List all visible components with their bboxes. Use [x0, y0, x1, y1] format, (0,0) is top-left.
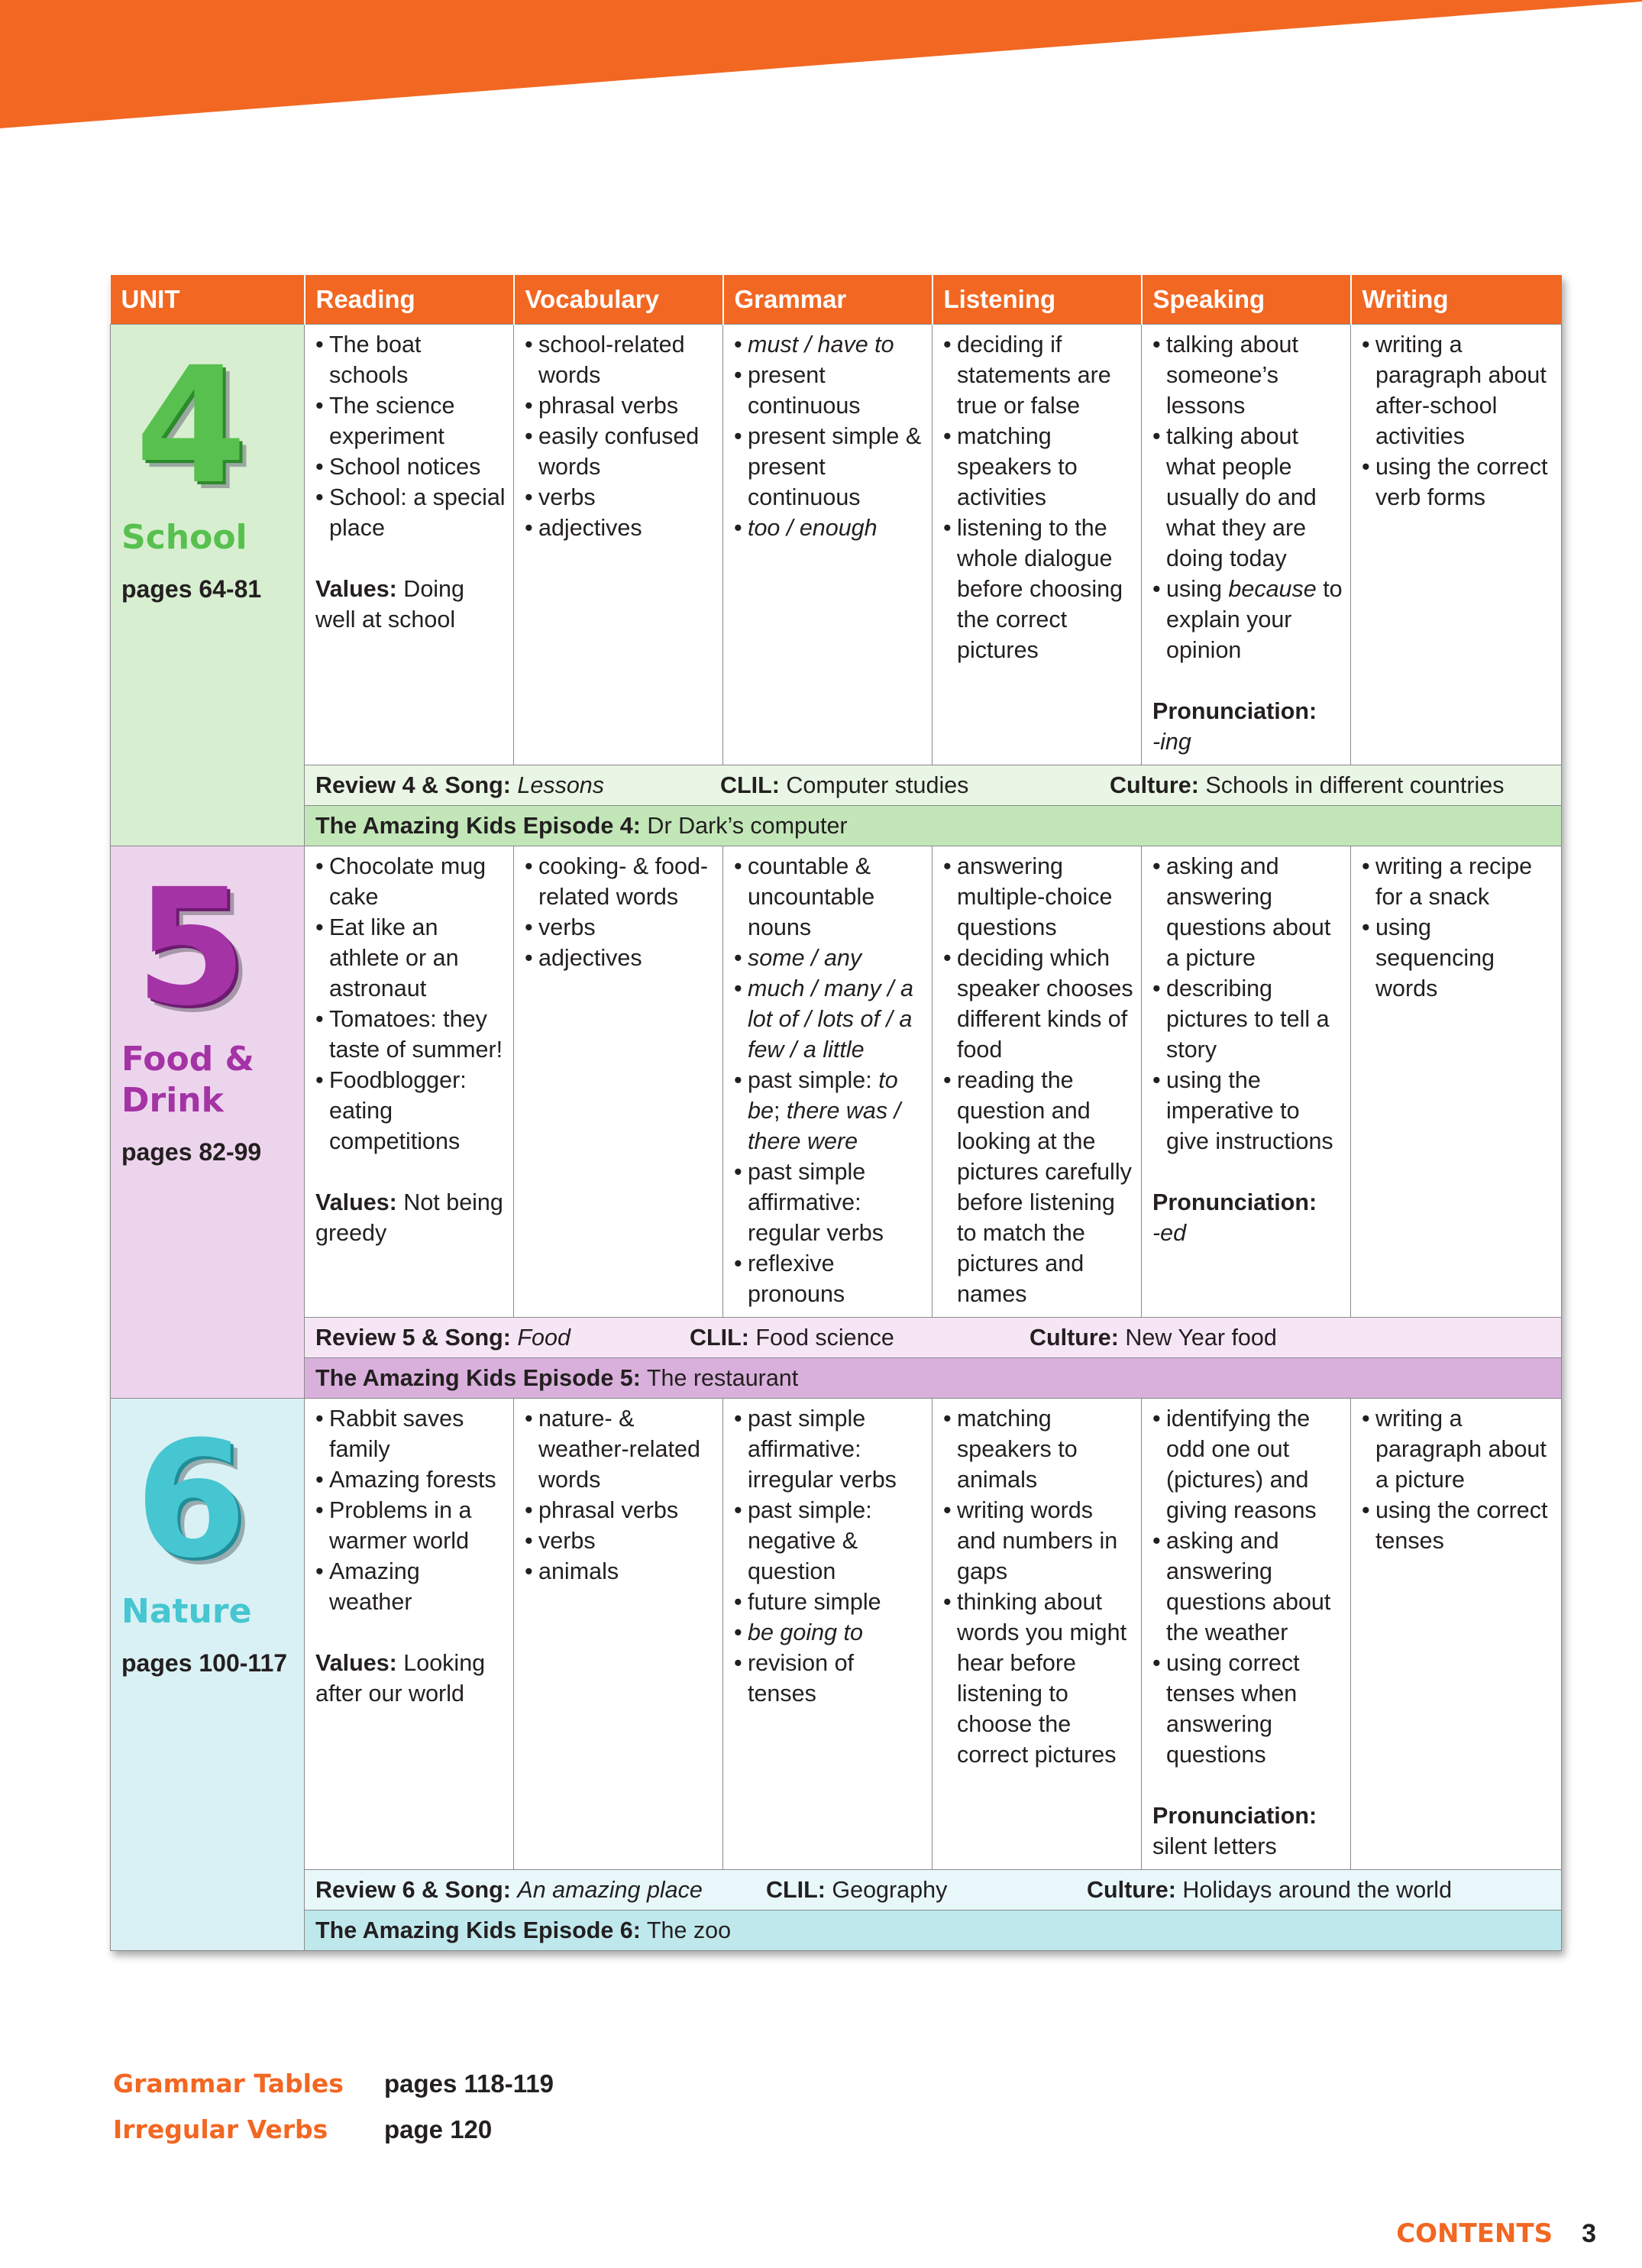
text-segment: countable & uncountable nouns: [748, 853, 875, 940]
text-segment: present continuous: [748, 362, 861, 419]
grammar-item: [734, 943, 924, 973]
reading-item: • School: a special place: [315, 482, 506, 543]
pronunciation-note: [1152, 696, 1343, 757]
unit-row: [111, 325, 1562, 765]
vocabulary-item: • verbs: [525, 1525, 715, 1556]
header-listening: Listening: [933, 275, 1142, 325]
grammar-cell: [723, 1399, 933, 1870]
unit-name: [121, 517, 296, 558]
episode-title: Dr Dark’s computer: [647, 813, 848, 839]
listening-item: • reading the question and looking at the pictures carefully before listening to match the pictures and names: [943, 1065, 1133, 1309]
episode-row: [111, 1910, 1562, 1951]
speaking-item-list: [1152, 329, 1343, 665]
vocabulary-item: • verbs: [525, 912, 715, 943]
italic-text: there was / there were: [748, 1098, 901, 1154]
header-vocabulary: Vocabulary: [514, 275, 723, 325]
reading-item: • School notices: [315, 451, 506, 482]
unit-name-line: Nature: [121, 1592, 252, 1631]
unit-number: 6: [135, 1406, 247, 1593]
text-segment: past simple:: [748, 1067, 879, 1093]
episode-cell: [305, 1910, 1562, 1951]
reading-item: • Amazing weather: [315, 1556, 506, 1617]
values-note: [315, 1187, 506, 1248]
unit-cell: [111, 1399, 305, 1951]
review-clil: [690, 1322, 1029, 1353]
writing-item: • writing a paragraph about a picture: [1362, 1403, 1553, 1495]
reading-item: • Foodblogger: eating competitions: [315, 1065, 506, 1157]
grammar-item: [734, 973, 924, 1065]
listening-item-list: [943, 329, 1133, 665]
page-footer: [1396, 2218, 1596, 2249]
writing-item: • using the correct verb forms: [1362, 451, 1553, 513]
vocabulary-item: • verbs: [525, 482, 715, 513]
review-culture: [1087, 1875, 1452, 1905]
writing-cell: [1351, 325, 1562, 765]
review-cell: [305, 1318, 1562, 1358]
header-writing: Writing: [1351, 275, 1562, 325]
text-segment: future simple: [748, 1589, 881, 1615]
speaking-item: [1152, 1065, 1343, 1157]
grammar-item: [734, 1617, 924, 1648]
reading-cell: [305, 325, 514, 765]
italic-text: much / many / a lot of / lots of / a few / a little: [748, 975, 913, 1063]
page-number: 3: [1582, 2219, 1596, 2248]
reading-item-list: [315, 329, 506, 543]
listening-cell: [933, 325, 1142, 765]
grammar-item: [734, 329, 924, 360]
footer-pages: pages 118-119: [384, 2069, 554, 2098]
listening-item: • listening to the whole dialogue before choosing the correct pictures: [943, 513, 1133, 665]
writing-item-list: [1362, 1403, 1553, 1556]
vocabulary-item-list: [525, 1403, 715, 1587]
listening-item: • thinking about words you might hear before listening to choose the correct pictures: [943, 1587, 1133, 1770]
vocabulary-item: • phrasal verbs: [525, 1495, 715, 1525]
listening-item-list: [943, 1403, 1133, 1770]
listening-cell: [933, 846, 1142, 1318]
unit-cell: [111, 846, 305, 1399]
grammar-item: [734, 851, 924, 943]
grammar-item: [734, 513, 924, 543]
italic-text: to be: [748, 1067, 898, 1124]
text-segment: talking about someone’s lessons: [1166, 332, 1298, 419]
review-song-title: An amazing place: [517, 1877, 703, 1903]
reading-cell: [305, 846, 514, 1318]
reading-cell: [305, 1399, 514, 1870]
vocabulary-item: • adjectives: [525, 513, 715, 543]
speaking-cell: [1142, 325, 1351, 765]
text-segment: talking about what people usually do and what they are doing today: [1166, 423, 1317, 571]
vocabulary-item: • nature- & weather-related words: [525, 1403, 715, 1495]
review-row: [111, 1318, 1562, 1358]
review-culture: [1110, 770, 1505, 801]
review-song-title: Lessons: [517, 772, 605, 798]
contents-table: [110, 275, 1562, 1951]
pronunciation-text: -ing: [1152, 729, 1191, 755]
culture-text: New Year food: [1125, 1325, 1277, 1351]
grammar-item-list: [734, 851, 924, 1309]
vocabulary-item: • adjectives: [525, 943, 715, 973]
reading-item: • Problems in a warmer world: [315, 1495, 506, 1556]
vocabulary-item-list: [525, 851, 715, 973]
footer-pages: page 120: [384, 2115, 493, 2143]
reading-item-list: [315, 851, 506, 1157]
values-text: Looking after our world: [315, 1650, 486, 1707]
clil-text: Geography: [832, 1877, 948, 1903]
review-song: [315, 770, 720, 801]
text-segment: reflexive pronouns: [748, 1250, 845, 1307]
text-segment: using correct tenses when answering questions: [1166, 1650, 1300, 1768]
listening-item-list: [943, 851, 1133, 1309]
clil-label: CLIL:: [720, 772, 780, 798]
review-song: [315, 1875, 766, 1905]
review-culture: [1029, 1322, 1277, 1353]
writing-item-list: [1362, 329, 1553, 513]
grammar-item: [734, 421, 924, 513]
review-row: [111, 765, 1562, 806]
header-unit: UNIT: [111, 275, 305, 325]
episode-label: The Amazing Kids Episode 4:: [315, 813, 641, 839]
listening-item: • matching speakers to animals: [943, 1403, 1133, 1495]
text-segment: describing pictures to tell a story: [1166, 975, 1330, 1063]
speaking-item: [1152, 329, 1343, 421]
speaking-item: [1152, 1648, 1343, 1770]
pronunciation-note: [1152, 1187, 1343, 1248]
unit-name: [121, 1591, 296, 1632]
text-segment: identifying the odd one out (pictures) and giving reasons: [1166, 1406, 1317, 1523]
values-note: [315, 1648, 506, 1709]
reading-item: • Rabbit saves family: [315, 1403, 506, 1464]
values-text: Doing well at school: [315, 576, 464, 633]
episode-title: The zoo: [646, 1917, 732, 1943]
unit-pages: pages 100-117: [121, 1649, 288, 1677]
culture-text: Schools in different countries: [1205, 772, 1505, 798]
vocabulary-cell: [514, 846, 723, 1318]
listening-item: • deciding if statements are true or false: [943, 329, 1133, 421]
grammar-item: [734, 1065, 924, 1157]
writing-item-list: [1362, 851, 1553, 1004]
clil-text: Food science: [755, 1325, 894, 1351]
vocabulary-item: • school-related words: [525, 329, 715, 390]
footer-title: Grammar Tables: [113, 2069, 344, 2098]
review-cell: [305, 765, 1562, 806]
text-segment: past simple affirmative: irregular verbs: [748, 1406, 897, 1493]
reading-item: • Chocolate mug cake: [315, 851, 506, 912]
speaking-item: [1152, 574, 1343, 665]
episode-row: [111, 1358, 1562, 1399]
clil-label: CLIL:: [690, 1325, 749, 1351]
clil-label: CLIL:: [766, 1877, 826, 1903]
pronunciation-label: Pronunciation:: [1152, 1189, 1317, 1215]
values-label: Values:: [315, 1650, 397, 1676]
speaking-item: [1152, 851, 1343, 973]
culture-label: Culture:: [1029, 1325, 1119, 1351]
episode-row: [111, 806, 1562, 846]
unit-pages: pages 64-81: [121, 575, 262, 603]
grammar-item: [734, 1587, 924, 1617]
speaking-item-list: [1152, 851, 1343, 1157]
text-segment: using the imperative to give instructions: [1166, 1067, 1333, 1154]
text-segment: asking and answering questions about the weather: [1166, 1528, 1331, 1645]
listening-item: • matching speakers to activities: [943, 421, 1133, 513]
grammar-cell: [723, 846, 933, 1318]
listening-item: • deciding which speaker chooses different kinds of food: [943, 943, 1133, 1065]
review-clil: [766, 1875, 1087, 1905]
writing-item: • using the correct tenses: [1362, 1495, 1553, 1556]
writing-cell: [1351, 1399, 1562, 1870]
speaking-item: [1152, 1403, 1343, 1525]
values-note: [315, 574, 506, 635]
vocabulary-item: • cooking- & food-related words: [525, 851, 715, 912]
italic-text: be going to: [748, 1619, 863, 1645]
pronunciation-text: -ed: [1152, 1220, 1187, 1246]
unit-row: [111, 1399, 1562, 1870]
reading-item: • The boat schools: [315, 329, 506, 390]
header-grammar: Grammar: [723, 275, 933, 325]
reading-item: • Eat like an athlete or an astronaut: [315, 912, 506, 1004]
grammar-item: [734, 1248, 924, 1309]
text-segment: asking and answering questions about a picture: [1166, 853, 1331, 971]
review-label: Review 6 & Song:: [315, 1877, 511, 1903]
footer-title: Irregular Verbs: [113, 2114, 328, 2144]
review-label: Review 5 & Song:: [315, 1325, 511, 1351]
pronunciation-label: Pronunciation:: [1152, 1803, 1317, 1829]
vocabulary-item: • easily confused words: [525, 421, 715, 482]
unit-number: 5: [135, 854, 247, 1041]
footer-irregular-verbs: [113, 2114, 492, 2144]
review-row: [111, 1870, 1562, 1910]
episode-title: The restaurant: [646, 1365, 799, 1391]
reading-item: • The science experiment: [315, 390, 506, 451]
values-label: Values:: [315, 576, 397, 602]
speaking-item: [1152, 421, 1343, 574]
speaking-item-list: [1152, 1403, 1343, 1770]
text-segment: present simple & present continuous: [748, 423, 922, 510]
reading-item: • Amazing forests: [315, 1464, 506, 1495]
text-segment: past simple affirmative: regular verbs: [748, 1159, 884, 1246]
text-segment: revision of tenses: [748, 1650, 855, 1707]
header-speaking: Speaking: [1142, 275, 1351, 325]
speaking-cell: [1142, 846, 1351, 1318]
writing-item: • writing a recipe for a snack: [1362, 851, 1553, 912]
header-row: [111, 275, 1562, 325]
text-segment: using: [1166, 576, 1229, 602]
italic-text: too / enough: [748, 515, 878, 541]
review-song: [315, 1322, 690, 1353]
grammar-item: [734, 1648, 924, 1709]
review-clil: [720, 770, 1110, 801]
contents-label: CONTENTS: [1396, 2218, 1553, 2249]
pronunciation-note: [1152, 1800, 1343, 1862]
reading-item: • Tomatoes: they taste of summer!: [315, 1004, 506, 1065]
vocabulary-item-list: [525, 329, 715, 543]
grammar-item: [734, 1403, 924, 1495]
listening-cell: [933, 1399, 1142, 1870]
unit-number: 4: [135, 332, 247, 519]
italic-text: because: [1228, 576, 1317, 602]
listening-item: • writing words and numbers in gaps: [943, 1495, 1133, 1587]
unit-pages: pages 82-99: [121, 1138, 262, 1166]
speaking-item: [1152, 1525, 1343, 1648]
header-reading: Reading: [305, 275, 514, 325]
episode-label: The Amazing Kids Episode 5:: [315, 1365, 641, 1391]
culture-label: Culture:: [1110, 772, 1199, 798]
italic-text: must / have to: [748, 332, 894, 358]
footer-grammar-tables: [113, 2069, 554, 2098]
grammar-item-list: [734, 1403, 924, 1709]
culture-label: Culture:: [1087, 1877, 1176, 1903]
episode-cell: [305, 1358, 1562, 1399]
clil-text: Computer studies: [786, 772, 969, 798]
writing-cell: [1351, 846, 1562, 1318]
grammar-cell: [723, 325, 933, 765]
grammar-item-list: [734, 329, 924, 543]
writing-item: • writing a paragraph about after-school activities: [1362, 329, 1553, 451]
writing-item: • using sequencing words: [1362, 912, 1553, 1004]
review-cell: [305, 1870, 1562, 1910]
review-song-title: Food: [517, 1325, 570, 1351]
episode-label: The Amazing Kids Episode 6:: [315, 1917, 641, 1943]
speaking-item: [1152, 973, 1343, 1065]
grammar-item: [734, 1157, 924, 1248]
unit-row: [111, 846, 1562, 1318]
pronunciation-label: Pronunciation:: [1152, 698, 1317, 724]
values-label: Values:: [315, 1189, 397, 1215]
vocabulary-cell: [514, 325, 723, 765]
unit-cell: [111, 325, 305, 846]
listening-item: • answering multiple-choice questions: [943, 851, 1133, 943]
grammar-item: [734, 360, 924, 421]
text-segment: past simple: negative & question: [748, 1497, 872, 1584]
unit-name: [121, 1039, 296, 1121]
vocabulary-item: • animals: [525, 1556, 715, 1587]
speaking-cell: [1142, 1399, 1351, 1870]
vocabulary-item: • phrasal verbs: [525, 390, 715, 421]
values-text: Not being greedy: [315, 1189, 503, 1246]
review-label: Review 4 & Song:: [315, 772, 511, 798]
pronunciation-text: silent letters: [1152, 1833, 1277, 1859]
reading-item-list: [315, 1403, 506, 1617]
episode-cell: [305, 806, 1562, 846]
unit-name-line: Food &: [121, 1040, 254, 1079]
text-segment: to explain your opinion: [1166, 576, 1343, 663]
unit-name-line: School: [121, 518, 247, 557]
text-segment: ;: [773, 1098, 787, 1124]
culture-text: Holidays around the world: [1182, 1877, 1453, 1903]
italic-text: some / any: [748, 945, 862, 971]
top-orange-banner: [0, 0, 1642, 130]
grammar-item: [734, 1495, 924, 1587]
unit-name-line: Drink: [121, 1081, 224, 1120]
vocabulary-cell: [514, 1399, 723, 1870]
